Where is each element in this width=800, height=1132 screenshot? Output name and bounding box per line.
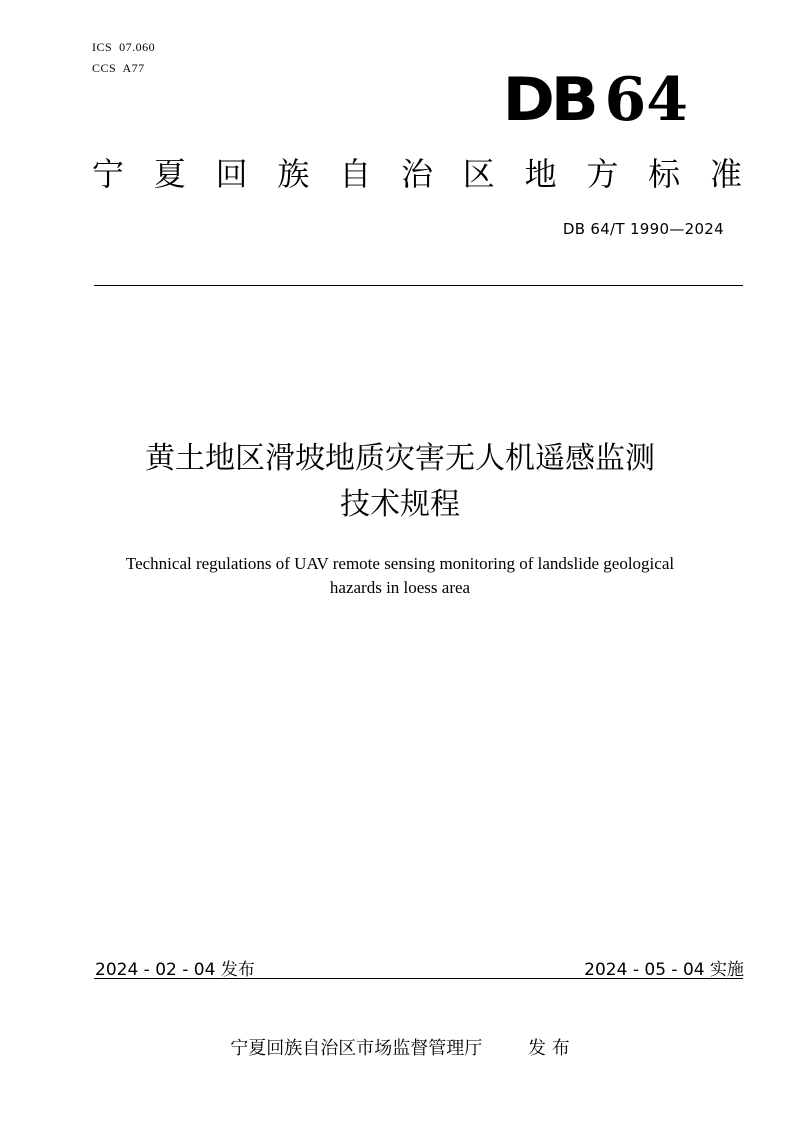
db-logo-letters: DB: [502, 65, 595, 135]
standard-type-char: 族: [277, 155, 310, 193]
standard-type-char: 宁: [92, 155, 125, 193]
standard-type-char: 自: [339, 155, 372, 193]
english-title-line-2: hazards in loess area: [329, 578, 471, 597]
publisher-name: 宁夏回族自治区市场监督管理厅: [230, 1038, 483, 1059]
standard-type-char: 方: [586, 155, 619, 193]
db-logo-mark: [502, 65, 688, 135]
standard-type-char: 区: [462, 155, 495, 193]
ics-code: ICS 07.060: [92, 40, 156, 54]
standard-type-char: 治: [400, 155, 433, 193]
header-divider: [94, 285, 743, 286]
standard-type-char: 准: [709, 155, 742, 193]
db-logo-number: 64: [604, 65, 688, 135]
issue-date: 2024 - 02 - 04 发布: [95, 960, 255, 980]
ccs-code: CCS A77: [92, 61, 145, 75]
chinese-title-line-1: 黄土地区滑坡地质灾害无人机遥感监测: [145, 441, 655, 476]
standard-type-char: 夏: [153, 155, 186, 193]
publish-action: 发 布: [528, 1038, 570, 1059]
standard-type-char: 地: [524, 155, 557, 193]
chinese-title: [0, 436, 800, 528]
english-title-line-1: Technical regulations of UAV remote sensing monitoring of landslide geological: [125, 554, 675, 573]
chinese-title-line-2: 技术规程: [340, 487, 460, 522]
publisher-line: [0, 1034, 800, 1060]
standard-type-heading: [92, 152, 742, 196]
standard-number: DB 64/T 1990—2024: [562, 220, 724, 238]
standard-type-char: 标: [648, 155, 681, 193]
footer-divider: [94, 978, 743, 979]
english-title: [0, 552, 800, 600]
standard-type-char: 回: [215, 155, 248, 193]
implementation-date: 2024 - 05 - 04 实施: [584, 960, 744, 980]
